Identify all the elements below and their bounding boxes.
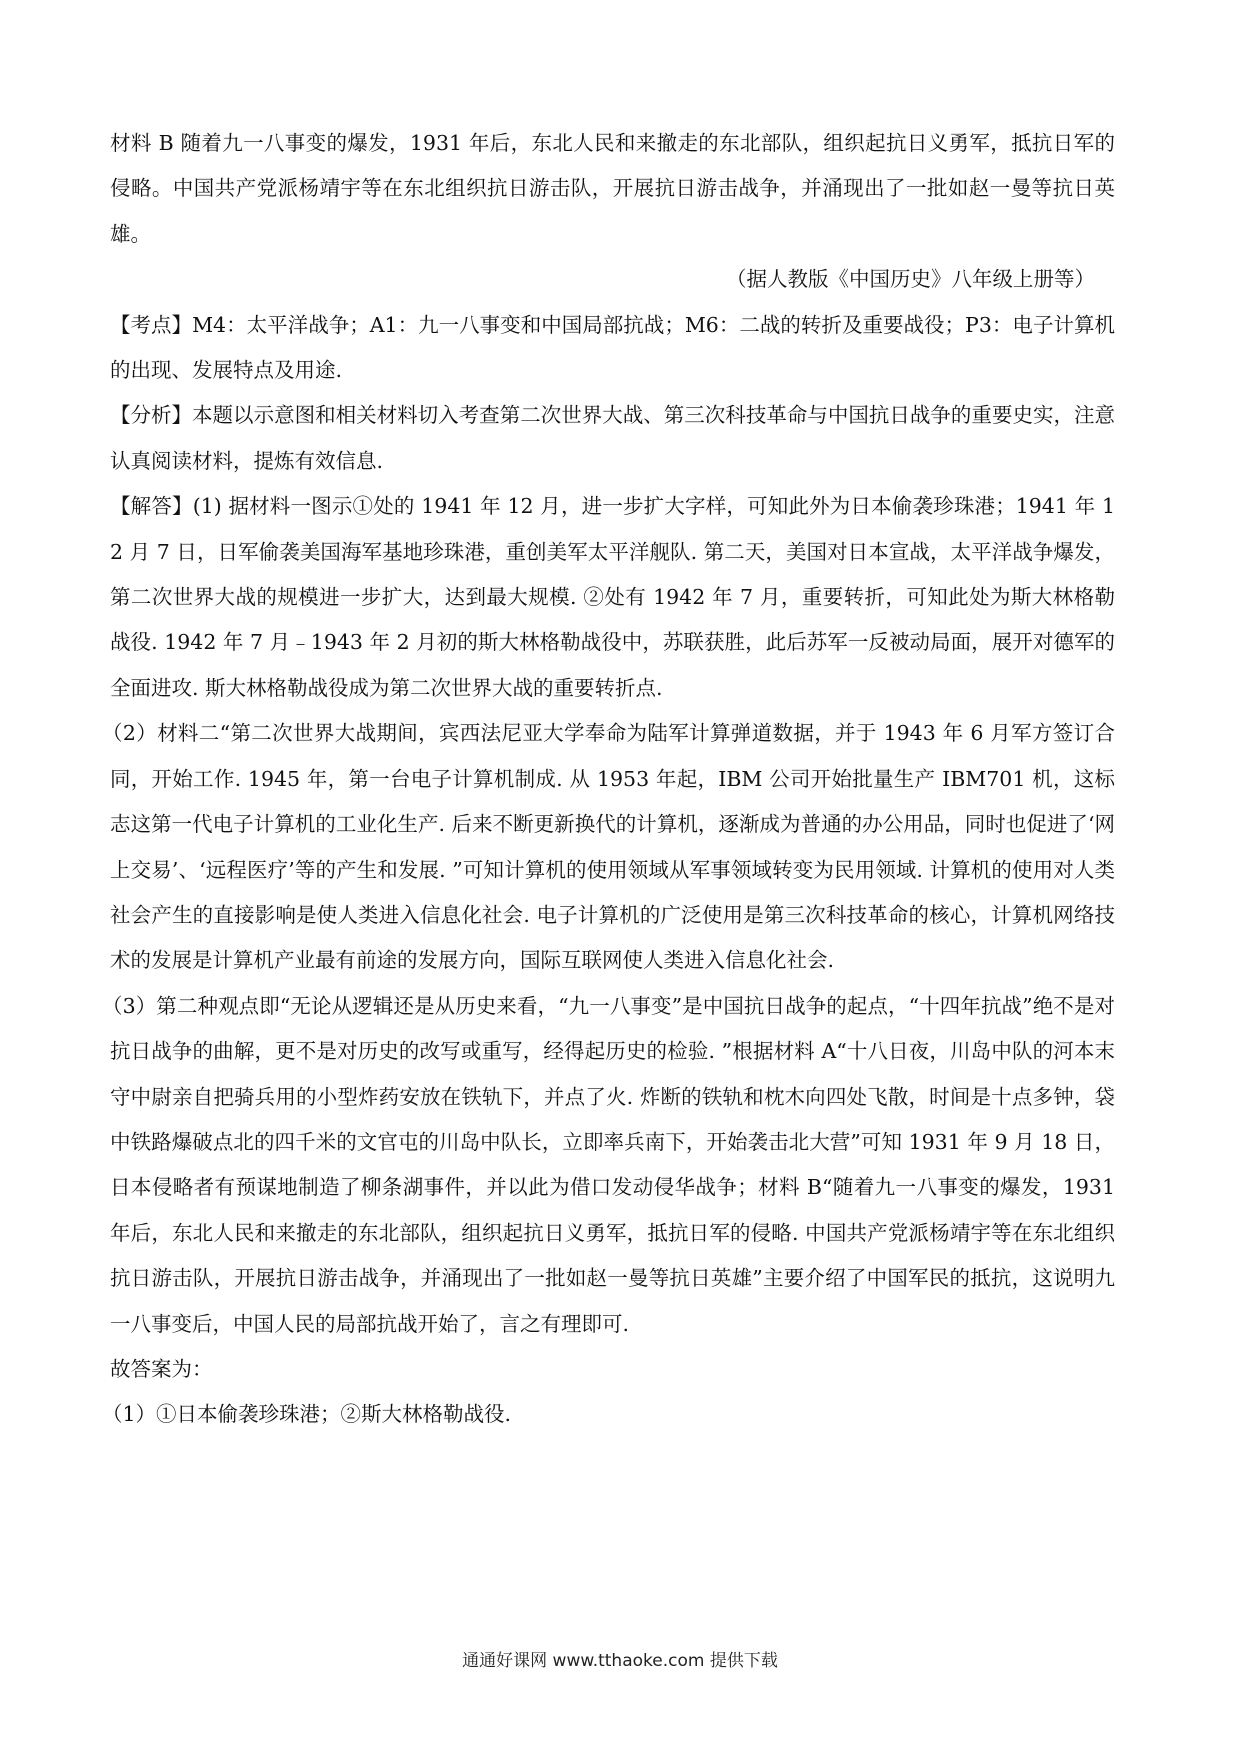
page-footer: 通通好课网 www.tthaoke.com 提供下载 [462, 1651, 778, 1671]
kaodian-paragraph: 【考点】M4：太平洋战争；A1：九一八事变和中国局部抗战；M6：二战的转折及重要战役；P3：电子计算机的出现、发展特点及用途. [110, 312, 1115, 383]
document-body [102, 121, 1115, 1438]
fenxi-paragraph: 【分析】本题以示意图和相关材料切入考查第二次世界大战、第三次科技革命与中国抗日战争的重要史实，注意认真阅读材料，提炼有效信息. [110, 403, 1115, 473]
jieda-part-2: （2）材料二“第二次世界大战期间，宾西法尼亚大学奉命为陆军计算弹道数据，并于 1943 年 6 月军方签订合同，开始工作. 1945 年，第一台电子计算机制成. 从 1953 年起，IBM 公司开始批量生产 IBM701 机，这标志这第一代电子计算机的工业化生产. 后来不断更新换代的计算机，逐渐成为普通的办公用品，同时也促进了‘网上交易’、‘远程医疗’等的产生和发展. ”可知计算机的使用领域从军事领域转变为民用领域. 计算机的使用对人类社会产生的直接影响是使人类进入信息化社会. 电子计算机的广泛使用是第三次科技革命的核心，计算机网络技术的发展是计算机产业最有前途的发展方向，国际互联网使人类进入信息化社会. [102, 721, 1115, 973]
answer-part-1: （1）①日本偷袭珍珠港；②斯大林格勒战役. [102, 1402, 512, 1427]
jieda-part-3: （3）第二种观点即“无论从逻辑还是从历史来看，“九一八事变”是中国抗日战争的起点，“十四年抗战”绝不是对抗日战争的曲解，更不是对历史的改写或重写，经得起历史的检验. ”根据材料 A“十八日夜，川岛中队的河本末守中尉亲自把骑兵用的小型炸药安放在铁轨下，并点了火. 炸断的铁轨和枕木向四处飞散，时间是十点多钟，袋中铁路爆破点北的四千米的文官屯的川岛中队长，立即率兵南下，开始袭击北大营”可知 1931 年 9 月 18 日，日本侵略者有预谋地制造了柳条湖事件，并以此为借口发动侵华战争；材料 B“随着九一八事变的爆发，1931 年后，东北人民和来撤走的东北部队，组织起抗日义勇军，抵抗日军的侵略. 中国共产党派杨靖宇等在东北组织抗日游击队，开展抗日游击战争，并涌现出了一批如赵一曼等抗日英雄”主要介绍了中国军民的抵抗，这说明九一八事变后，中国人民的局部抗战开始了，言之有理即可. [102, 993, 1115, 1336]
jieda-part-1: 【解答】(1) 据材料一图示①处的 1941 年 12 月，进一步扩大字样，可知此外为日本偷袭珍珠港；1941 年 12 月 7 日，日军偷袭美国海军基地珍珠港，重创美军太平洋舰队. 第二天，美国对日本宣战，太平洋战争爆发，第二次世界大战的规模进一步扩大，达到最大规模. ②处有 1942 年 7 月，重要转折，可知此处为斯大林格勒战役. 1942 年 7 月﹣1943 年 2 月初的斯大林格勒战役中，苏联获胜，此后苏军一反被动局面，展开对德军的全面进攻. 斯大林格勒战役成为第二次世界大战的重要转折点. [110, 494, 1115, 700]
source-citation: （据人教版《中国历史》八年级上册等） [726, 267, 1095, 292]
answer-intro: 故答案为： [110, 1356, 213, 1381]
material-b-paragraph: 材料 B 随着九一八事变的爆发，1931 年后，东北人民和来撤走的东北部队，组织起抗日义勇军，抵抗日军的侵略。中国共产党派杨靖宇等在东北组织抗日游击队，开展抗日游击战争，并涌现出了一批如赵一曼等抗日英雄。 [110, 131, 1115, 246]
